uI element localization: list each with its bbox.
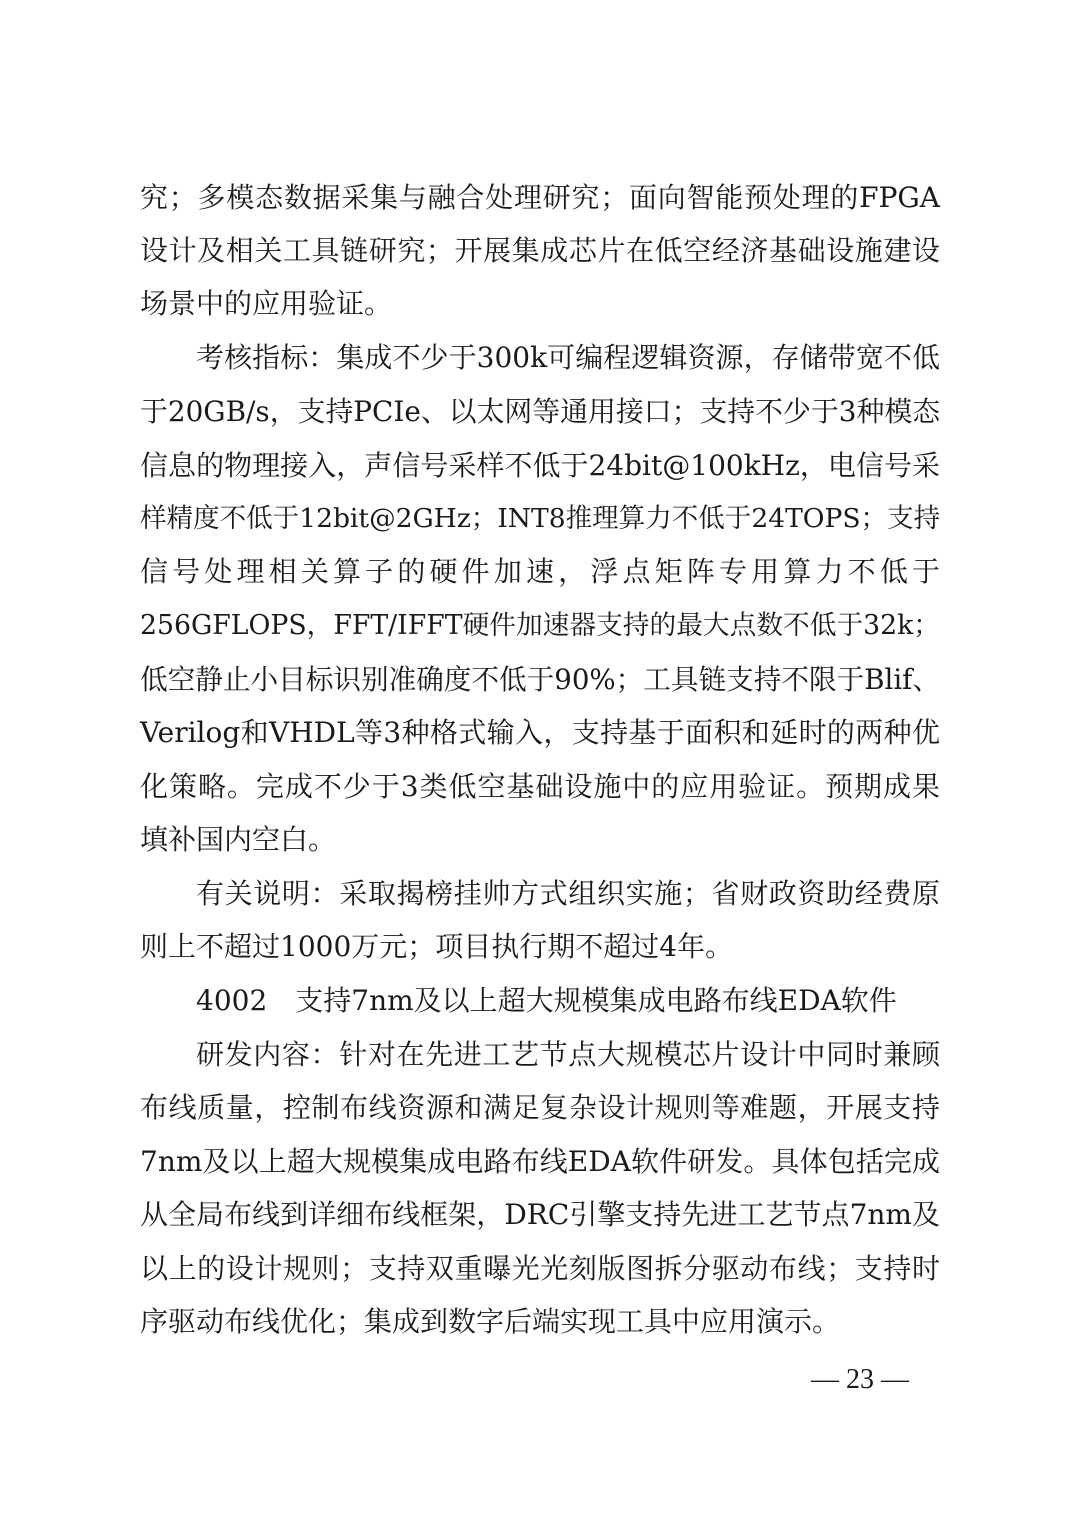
text-line: 则上不超过1000万元；项目执行期不超过4年。 [140, 930, 734, 963]
text-line: 布线质量，控制布线资源和满足复杂设计规则等难题，开展支持 [140, 1091, 940, 1124]
text-line: 7nm及以上超大规模集成电路布线EDA软件研发。具体包括完成 [140, 1145, 940, 1178]
text-line: 考核指标：集成不少于300k可编程逻辑资源，存储带宽不低 [196, 341, 940, 374]
text-line: 从全局布线到详细布线框架，DRC引擎支持先进工艺节点7nm及 [140, 1198, 940, 1231]
text-line: 序驱动布线优化；集成到数字后端实现工具中应用演示。 [140, 1305, 841, 1338]
section-heading: 4002 支持7nm及以上超大规模集成电路布线EDA软件 [196, 984, 897, 1017]
text-line: 有关说明：采取揭榜挂帅方式组织实施；省财政资助经费原 [196, 877, 940, 910]
text-line: 化策略。完成不少于3类低空基础设施中的应用验证。预期成果 [140, 770, 940, 803]
text-line: 信息的物理接入，声信号采样不低于24bit@100kHz，电信号采 [140, 449, 940, 482]
text-line: 填补国内空白。 [140, 823, 337, 856]
text-line: 样精度不低于12bit@2GHz；INT8推理算力不低于24TOPS；支持 [140, 503, 941, 534]
text-line: 信号处理相关算子的硬件加速，浮点矩阵专用算力不低于 [140, 555, 940, 588]
text-line: 低空静止小目标识别准确度不低于90%；工具链支持不限于Blif、 [140, 663, 940, 696]
text-line: 于20GB/s，支持PCIe、以太网等通用接口；支持不少于3种模态 [140, 395, 941, 428]
text-line: 研发内容：针对在先进工艺节点大规模芯片设计中同时兼顾 [196, 1038, 940, 1071]
text-line: 场景中的应用验证。 [140, 287, 393, 320]
text-line: 256GFLOPS，FFT/IFFT硬件加速器支持的最大点数不低于32k； [140, 610, 940, 641]
text-line: 以上的设计规则；支持双重曝光光刻版图拆分驱动布线；支持时 [140, 1252, 940, 1285]
text-line: 设计及相关工具链研究；开展集成芯片在低空经济基础设施建设 [140, 234, 940, 267]
page-number: — 23 — [811, 1364, 909, 1395]
text-line: 究；多模态数据采集与融合处理研究；面向智能预处理的FPGA [140, 181, 940, 214]
text-line: Verilog和VHDL等3种格式输入，支持基于面积和延时的两种优 [140, 716, 940, 749]
